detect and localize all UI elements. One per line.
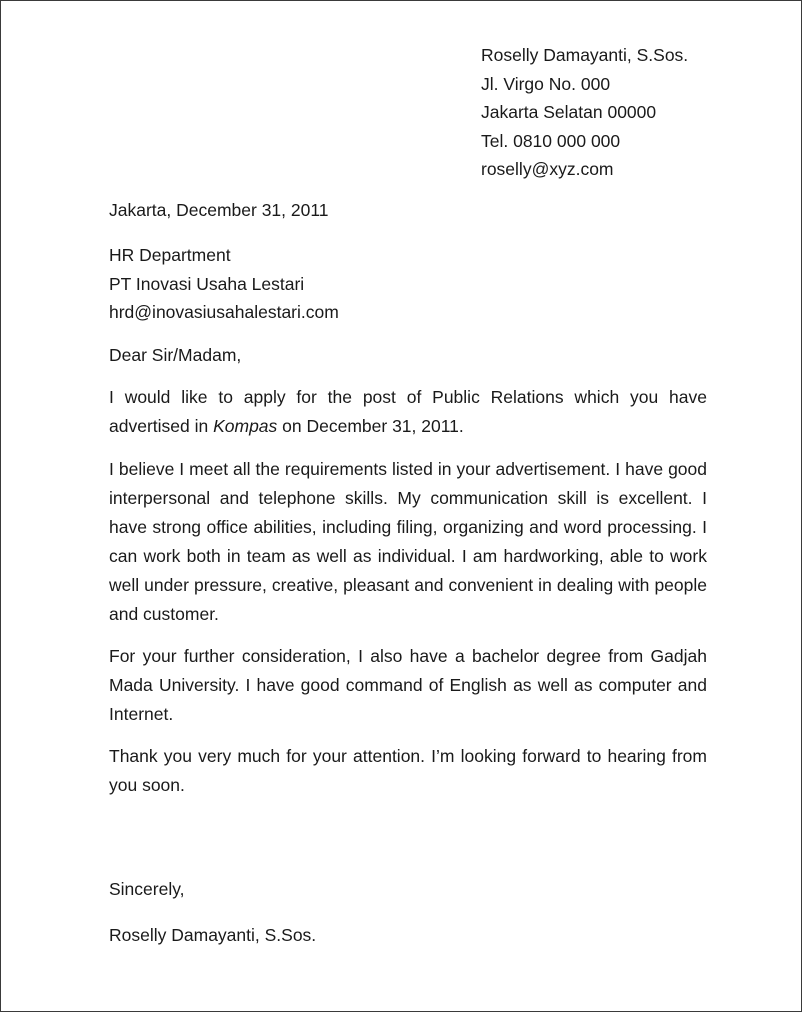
sender-address-block (481, 41, 688, 184)
salutation: Dear Sir/Madam, (109, 345, 242, 365)
recipient-email: hrd@inovasiusahalestari.com (109, 302, 339, 322)
recipient-department: HR Department (109, 245, 231, 265)
signature-name: Roselly Damayanti, S.Sos. (109, 925, 317, 945)
body-paragraph-3: For your further consideration, I also have a bachelor degree from Gadjah Mada University. I have good command of English as well as computer and Internet. (109, 646, 707, 724)
recipient-address-block (109, 241, 339, 327)
recipient-company: PT Inovasi Usaha Lestari (109, 273, 305, 294)
sender-city: Jakarta Selatan 00000 (481, 102, 657, 122)
publication-name: Kompas (213, 416, 278, 436)
body-paragraph-2: I believe I meet all the requirements listed in your advertisement. I have good interpersonal and telephone skills. My communication skill is excellent. I have strong office abilities, including filing, organizing and word processing. I can work both in team as well as individual. I am hardworking, able to work well under pressure, creative, pleasant and convenient in dealing with people and customer. (109, 459, 707, 624)
sender-email: roselly@xyz.com (481, 159, 614, 179)
closing: Sincerely, (109, 879, 185, 899)
body-paragraph-4: Thank you very much for your attention. I’m looking forward to hearing from you soon. (109, 746, 707, 795)
letter-date: Jakarta, December 31, 2011 (109, 200, 329, 220)
sender-street: Jl. Virgo No. 000 (481, 73, 611, 94)
paragraph-1-text-end: on December 31, 2011. (277, 416, 464, 436)
paragraph-1-text-start: I would like to apply for the post of Public Relations which you have advertised in (109, 387, 707, 436)
body-paragraph-1 (109, 383, 707, 441)
sender-name: Roselly Damayanti, S.Sos. (481, 45, 689, 65)
sender-phone: Tel. 0810 000 000 (481, 130, 621, 151)
